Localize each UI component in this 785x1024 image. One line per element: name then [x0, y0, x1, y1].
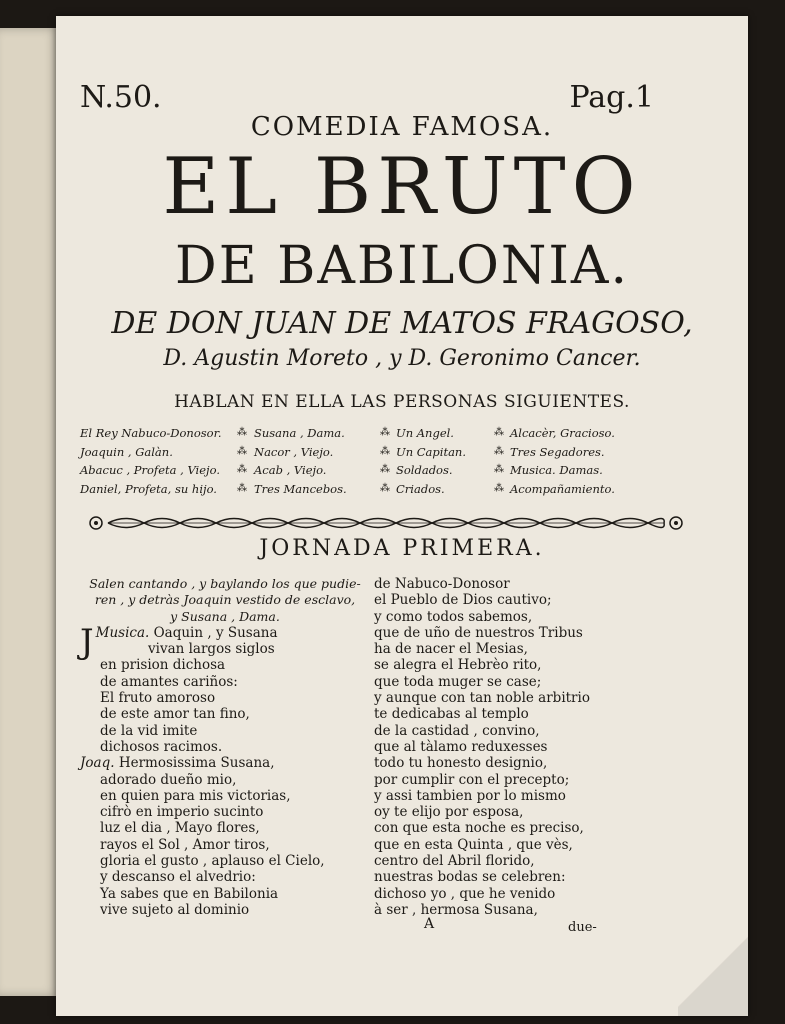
asterism-icon: ⁂: [237, 427, 247, 438]
verse-line: El fruto amoroso: [100, 690, 216, 707]
character-col-4: [510, 424, 720, 498]
speaker-label: Musica.: [95, 624, 150, 641]
comedia-heading: COMEDIA FAMOSA.: [250, 112, 554, 142]
asterism-icon: ⁂: [380, 464, 390, 475]
character-name: Un Angel.: [396, 426, 454, 440]
asterism-icon: ⁂: [380, 482, 390, 494]
stage-line: Salen cantando , y baylando los que pudie-: [89, 576, 361, 591]
character-col-1: [80, 424, 230, 498]
character-name: Joaquin , Galàn.: [80, 444, 173, 459]
verse-line: adorado dueño mio,: [100, 771, 237, 788]
character-name: Abacuc , Profeta , Viejo.: [80, 463, 220, 477]
verse-line: y como todos sabemos,: [374, 608, 533, 625]
character-name: Soldados.: [396, 463, 453, 477]
text-column-right: [374, 576, 674, 918]
verse-line: dichosos racimos.: [100, 738, 223, 755]
drop-cap: J: [80, 621, 94, 662]
asterism-icon: ⁂: [494, 464, 504, 475]
verse-line: que al tàlamo reduxesses: [374, 738, 548, 755]
verse-line: de la castidad , convino,: [374, 722, 540, 739]
verse-line: oy te elijo por esposa,: [374, 804, 524, 821]
verse-line: todo tu honesto designio,: [374, 755, 548, 772]
character-col-2: [254, 424, 374, 498]
verse-line: nuestras bodas se celebren:: [374, 869, 566, 886]
character-name: Nacor , Viejo.: [254, 444, 334, 459]
verse-line: por cumplir con el precepto;: [374, 771, 570, 788]
character-col-3: [396, 424, 488, 498]
asterism-icon: ⁂: [380, 427, 390, 438]
speaker-label: Joaq.: [80, 755, 115, 772]
verse-line: de la vid imite: [100, 722, 198, 739]
document-page: [56, 16, 748, 1016]
character-name: Acompañamiento.: [510, 481, 615, 496]
musica-speech: [80, 621, 370, 755]
author-line2: D. Agustin Moreto , y D. Geronimo Cancer.: [163, 346, 641, 371]
verse-line: y aunque con tan noble arbitrio: [374, 690, 590, 707]
character-name: Un Capitan.: [396, 444, 466, 459]
character-name: Criados.: [396, 481, 445, 496]
verse-line: se alegra el Hebrèo rito,: [374, 657, 542, 674]
verse-line: de este amor tan fino,: [100, 706, 250, 723]
verse-line: el Pueblo de Dios cautivo;: [374, 592, 552, 609]
play-title-line1: EL BRUTO: [162, 142, 642, 232]
asterism-icon: ⁂: [237, 445, 247, 457]
asterism-icon: ⁂: [494, 427, 504, 438]
page-number: Pag.1: [569, 80, 654, 115]
act-heading: JORNADA PRIMERA.: [259, 536, 545, 561]
verse-line: vive sujeto al dominio: [100, 901, 250, 918]
asterism-column: [488, 424, 510, 498]
verse-line: cifrò en imperio sucinto: [100, 804, 264, 821]
verse-line: Hermosissima Susana,: [118, 755, 275, 772]
joaquin-speech: [80, 755, 370, 918]
character-list: [80, 424, 720, 498]
asterism-column: [374, 424, 396, 498]
verse-line: rayos el Sol , Amor tiros,: [100, 836, 270, 853]
page-corner-fold: [678, 926, 748, 1016]
character-name: Susana , Dama.: [254, 426, 345, 440]
character-name: Alcacèr, Gracioso.: [510, 426, 615, 440]
verse-line: gloria el gusto , aplauso el Cielo,: [100, 853, 325, 870]
catchword: due-: [568, 920, 597, 935]
verse-line: centro del Abril florido,: [374, 853, 535, 870]
previous-page-edge: [0, 28, 60, 996]
verse-line: dichoso yo , que he venido: [374, 885, 556, 902]
verse-line: que de uño de nuestros Tribus: [374, 624, 583, 641]
asterism-column: [230, 424, 254, 498]
stage-direction: [80, 576, 370, 625]
verse-line: en quien para mis victorias,: [100, 787, 291, 804]
verse-line: de Nabuco-Donosor: [374, 576, 510, 592]
character-name: Musica. Damas.: [510, 463, 603, 477]
verse-line: que en esta Quinta , que vès,: [374, 836, 573, 853]
characters-heading: HABLAN EN ELLA LAS PERSONAS SIGUIENTES.: [174, 392, 630, 412]
verse-line: Oaquin , y Susana: [153, 624, 278, 641]
asterism-icon: ⁂: [237, 464, 247, 475]
asterism-icon: ⁂: [380, 445, 390, 457]
text-column-left: [80, 576, 370, 918]
verse-line: vivan largos siglos: [148, 641, 275, 658]
signature-mark: A: [424, 916, 435, 932]
verse-line: y assi tambien por lo mismo: [374, 787, 566, 804]
verse-line: luz el dia , Mayo flores,: [100, 820, 260, 837]
asterism-icon: ⁂: [494, 482, 504, 494]
author-line1: DE DON JUAN DE MATOS FRAGOSO,: [111, 306, 693, 341]
character-name: Tres Mancebos.: [254, 481, 347, 496]
play-title-line2: DE BABILONIA.: [175, 236, 629, 296]
stage-line: y Susana , Dama.: [170, 608, 280, 624]
verse-line: y descanso el alvedrio:: [100, 869, 256, 886]
verse-line: con que esta noche es preciso,: [374, 820, 584, 837]
ornamental-divider: [86, 512, 686, 534]
verse-line: que toda muger se case;: [374, 673, 542, 690]
verse-line: te dedicabas al templo: [374, 706, 529, 723]
character-name: Tres Segadores.: [510, 444, 605, 459]
asterism-icon: ⁂: [237, 482, 247, 494]
character-name: Acab , Viejo.: [254, 463, 327, 477]
verse-line: à ser , hermosa Susana,: [374, 901, 538, 918]
character-name: El Rey Nabuco-Donosor.: [80, 426, 222, 440]
verse-line: ha de nacer el Mesias,: [374, 641, 528, 658]
verse-line: de amantes cariños:: [100, 673, 238, 690]
verse-line: en prision dichosa: [100, 657, 226, 674]
character-name: Daniel, Profeta, su hijo.: [80, 481, 217, 496]
play-number: N.50.: [80, 80, 162, 115]
verse-line: Ya sabes que en Babilonia: [100, 885, 279, 902]
asterism-icon: ⁂: [494, 445, 504, 457]
stage-line: ren , y detràs Joaquin vestido de esclavo,: [94, 592, 356, 608]
